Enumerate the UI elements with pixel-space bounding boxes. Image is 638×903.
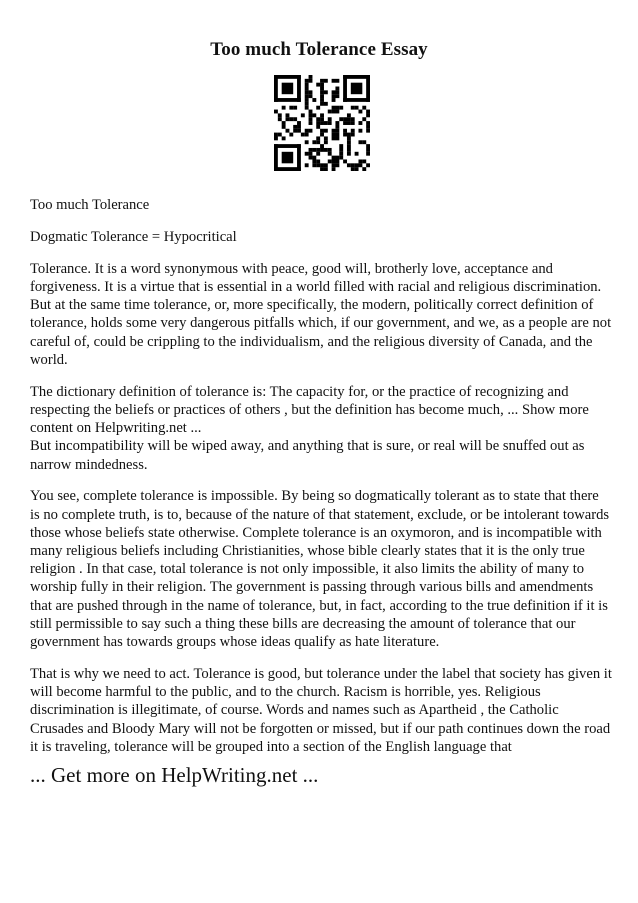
essay-paragraph: You see, complete tolerance is impossible. By being so dogmatically tolerant as to state that there is no complete truth, is to, because of the nature of that statement, exclude, or be intolerant towards those whose beliefs state otherwise. Complete tolerance is an oxymoron, and is incompatible with many religious beliefs including Christianities, whose bible clearly states that it is the only true religion . In that case, total tolerance is not only impossible, it also limits the ability of many to worship fully in their religion. The government is passing through various bills and amendments that are pushed through in the name of tolerance, but, in fact, according to the true definition if it is still permissible to say such a thing these bills are decreasing the amount of tolerance that our government has towards groups whose ideas qualify as hate literature.: [30, 488, 610, 651]
essay-paragraph: That is why we need to act. Tolerance is good, but tolerance under the label that society has given it will become harmful to the public, and to the church. Racism is horrible, yes. Religious discrimination is illegitimate, of course. Words and names such as Apartheid , the Catholic Crusades and Bloody Mary will not be forgotten or missed, but if our path continues down the road it is traveling, tolerance will be grouped into a section of the English language that: [30, 665, 612, 755]
essay-paragraph: The dictionary definition of tolerance is: The capacity for, or the practice of recognizing and respecting the beliefs or practices of others , but the definition has become much, ... Show more content on Helpwriting.net ...: [30, 383, 589, 437]
qr-code-image: [274, 75, 370, 171]
essay-paragraph: Tolerance. It is a word synonymous with peace, good will, brotherly love, acceptance and forgiveness. It is a virtue that is essential in a world filled with racial and religious discrimination. But at the same time tolerance, or, more specifically, the modern, politically correct definition of tolerance, holds some very dangerous pitfalls which, if our government, and we, as a people are not careful of, could be crippling to the individualism, and the religious diversity of Canada, and the world.: [30, 260, 612, 368]
essay-paragraph: But incompatibility will be wiped away, and anything that is sure, or real will be snuffed out as narrow mindedness.: [30, 438, 585, 473]
essay-subheading: Dogmatic Tolerance = Hypocritical: [30, 228, 237, 245]
essay-heading: Too much Tolerance: [30, 197, 150, 213]
get-more-link[interactable]: ... Get more on HelpWriting.net ...: [30, 763, 319, 787]
essay-body: [30, 196, 612, 770]
document-title: Too much Tolerance Essay: [210, 39, 428, 60]
